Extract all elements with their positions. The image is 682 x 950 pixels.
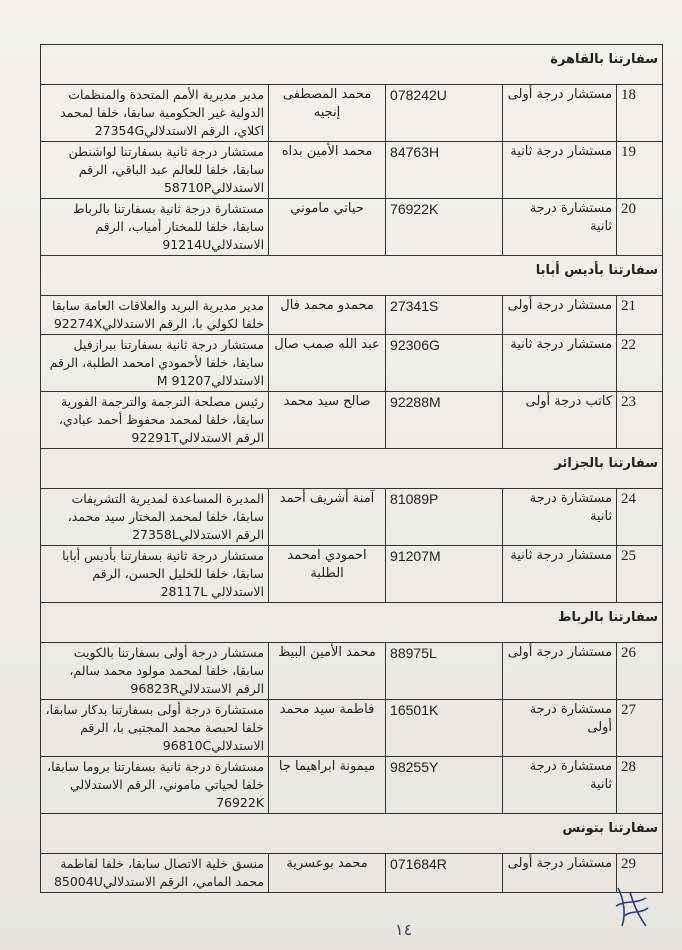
note-cell: مدير مديرية البريد والعلاقات العامة سابقا خلفا لكولي با، الرقم الاستدلالي92274X xyxy=(41,296,269,335)
row-number: 25 xyxy=(617,546,663,603)
note-cell: مستشار درجة ثانية بسفارتنا بأديس أبابا سابقا، خلفا للخليل الحسن، الرقم الاستدلالي 28117L xyxy=(41,546,269,603)
table-body xyxy=(41,45,663,893)
rank-cell: مستشارة درجة أولى xyxy=(503,700,617,757)
section-header xyxy=(41,603,663,643)
rank-cell: مستشار درجة ثانية xyxy=(503,335,617,392)
rank-cell: مستشار درجة أولى xyxy=(503,296,617,335)
rank-cell: مستشار درجة أولى xyxy=(503,643,617,700)
section-header xyxy=(41,449,663,489)
table-row xyxy=(41,392,663,449)
id-code-cell: 16501K xyxy=(386,700,503,757)
table-row xyxy=(41,199,663,256)
table-row xyxy=(41,757,663,814)
table-row xyxy=(41,643,663,700)
table-row xyxy=(41,700,663,757)
note-cell: مستشارة درجة ثانية بسفارتنا بالرباط سابقا، خلفا للمختار أمياب، الرقم الاستدلالي91214U xyxy=(41,199,269,256)
rank-cell: مستشارة درجة ثانية xyxy=(503,199,617,256)
row-number: 23 xyxy=(617,392,663,449)
note-cell: مدير مديرية الأمم المتحدة والمنظمات الدولية غير الحكومية سابقا، خلفا لمحمد اكلاي، الرقم الاستدلالي27354G xyxy=(41,85,269,142)
rank-cell: مستشارة درجة ثانية xyxy=(503,489,617,546)
row-number: 18 xyxy=(617,85,663,142)
note-cell: مستشار درجة ثانية بسفارتنا ببرازفيل سابقا، خلفا لأحمودي امحمد الطلبة، الرقم الاستدلالي91207 M xyxy=(41,335,269,392)
row-number: 28 xyxy=(617,757,663,814)
id-code-cell: 81089P xyxy=(386,489,503,546)
table-row xyxy=(41,296,663,335)
id-code-cell: 98255Y xyxy=(386,757,503,814)
table-row xyxy=(41,546,663,603)
appointments-table xyxy=(40,44,663,893)
name-cell: حياتي ماموني xyxy=(269,199,386,256)
note-cell: مستشار درجة ثانية بسفارتنا لواشنطن سابقا، خلفا للعالم عبد الباقي، الرقم الاستدلالي58710P xyxy=(41,142,269,199)
id-code-cell: 078242U xyxy=(386,85,503,142)
rank-cell: كاتب درجة أولى xyxy=(503,392,617,449)
row-number: 22 xyxy=(617,335,663,392)
table-row xyxy=(41,85,663,142)
note-cell: منسق خلية الاتصال سابقا، خلفا لفاطمة محمد المامي، الرقم الاستدلالي85004U xyxy=(41,854,269,893)
name-cell: محمد الأمين البيظ xyxy=(269,643,386,700)
section-title: سفارتنا بالجزائر xyxy=(41,449,663,489)
section-header xyxy=(41,814,663,854)
rank-cell: مستشارة درجة ثانية xyxy=(503,757,617,814)
id-code-cell: 071684R xyxy=(386,854,503,893)
rank-cell: مستشار درجة ثانية xyxy=(503,546,617,603)
name-cell: صالح سيد محمد xyxy=(269,392,386,449)
table-row xyxy=(41,489,663,546)
rank-cell: مستشار درجة ثانية xyxy=(503,142,617,199)
table-row xyxy=(41,142,663,199)
name-cell: آمنة أشريف أحمد xyxy=(269,489,386,546)
note-cell: المديرة المساعدة لمديرية التشريفات سابقا، خلفا لمحمد المختار سيد محمد، الرقم الاستدلالي27358L xyxy=(41,489,269,546)
handwritten-signature xyxy=(612,880,652,930)
row-number: 29 xyxy=(617,854,663,893)
name-cell: محمد الأمين بداه xyxy=(269,142,386,199)
id-code-cell: 76922K xyxy=(386,199,503,256)
id-code-cell: 88975L xyxy=(386,643,503,700)
name-cell: عبد الله صمب صال xyxy=(269,335,386,392)
row-number: 21 xyxy=(617,296,663,335)
table-row xyxy=(41,854,663,893)
section-header xyxy=(41,256,663,296)
page-number: ١٤ xyxy=(395,920,413,939)
name-cell: فاطمة سيد محمد xyxy=(269,700,386,757)
id-code-cell: 92306G xyxy=(386,335,503,392)
name-cell: ميمونة ابراهيما جا xyxy=(269,757,386,814)
note-cell: مستشارة درجة أولى بسفارتنا بدكار سابقا، خلفا لحبصة محمد المجتبى با، الرقم الاستدلالي96810C xyxy=(41,700,269,757)
id-code-cell: 84763H xyxy=(386,142,503,199)
rank-cell: مستشار درجة أولى xyxy=(503,854,617,893)
note-cell: مستشارة درجة ثانية بسفارتنا بروما سابقا، خلفا لحياتي ماموني، الرقم الاستدلالي 76922K xyxy=(41,757,269,814)
row-number: 20 xyxy=(617,199,663,256)
name-cell: محمد بوعسرية xyxy=(269,854,386,893)
note-cell: رئيس مصلحة الترجمة والترجمة الفورية سابقا، خلفا لمحمد محفوظ أحمد عبادي، الرقم الاستدلالي92291T xyxy=(41,392,269,449)
table-row xyxy=(41,335,663,392)
name-cell: محمد المصطفى إنجيه xyxy=(269,85,386,142)
id-code-cell: 92288M xyxy=(386,392,503,449)
row-number: 26 xyxy=(617,643,663,700)
section-title: سفارتنا بالرباط xyxy=(41,603,663,643)
row-number: 27 xyxy=(617,700,663,757)
section-title: سفارتنا بتونس xyxy=(41,814,663,854)
id-code-cell: 91207M xyxy=(386,546,503,603)
section-title: سفارتنا بأديس أبابا xyxy=(41,256,663,296)
section-title: سفارتنا بالقاهرة xyxy=(41,45,663,85)
note-cell: مستشار درجة أولى بسفارتنا بالكويت سابقا، خلفا لمحمد مولود محمد سالم، الرقم الاستدلالي96823R xyxy=(41,643,269,700)
row-number: 24 xyxy=(617,489,663,546)
rank-cell: مستشار درجة أولى xyxy=(503,85,617,142)
name-cell: احمودي امحمد الطلبة xyxy=(269,546,386,603)
id-code-cell: 27341S xyxy=(386,296,503,335)
section-header xyxy=(41,45,663,85)
row-number: 19 xyxy=(617,142,663,199)
name-cell: محمدو محمد فال xyxy=(269,296,386,335)
